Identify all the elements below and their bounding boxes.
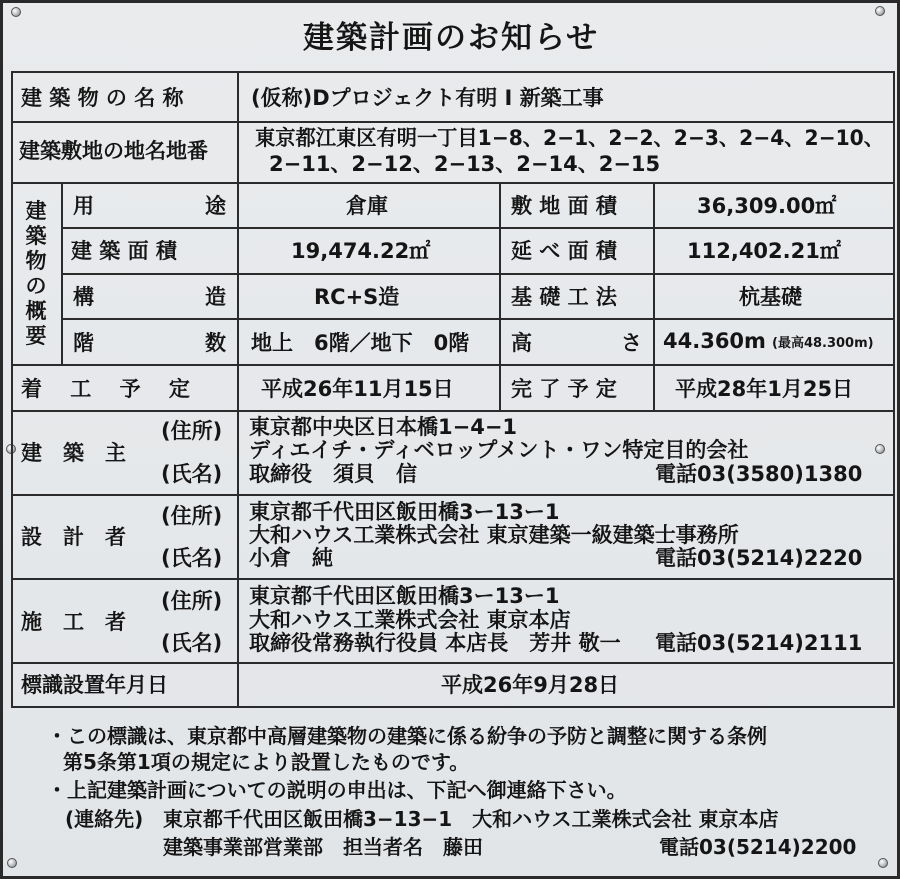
floor-area-value: 112,402.21㎡ xyxy=(687,239,841,263)
designer-address-tag: (住所) xyxy=(161,504,223,528)
height-max-note: (最高48.300m) xyxy=(772,336,874,351)
height-value: 44.360m xyxy=(663,329,766,353)
contact-phone: 電話03(5214)2200 xyxy=(659,835,857,859)
note-line-2: 第5条第1項の規定により設置したものです。 xyxy=(63,750,470,774)
owner-address: 東京都中央区日本橋1−4−1 xyxy=(249,415,518,439)
builder-address-tag: (住所) xyxy=(161,589,223,613)
posted-label: 標識設置年月日 xyxy=(21,673,168,697)
contact-line-2: 建築事業部営業部 担当者名 藤田 xyxy=(163,835,483,859)
sign-title: 建築計画のお知らせ xyxy=(303,20,600,56)
structure-value: RC+S造 xyxy=(314,285,400,309)
builder-name-tag: (氏名) xyxy=(161,631,223,655)
structure-label-a: 構 xyxy=(73,285,94,309)
floors-value: 地上 6階／地下 0階 xyxy=(251,331,470,355)
overview-group-label: 建築物の概要 xyxy=(25,199,47,348)
owner-name-tag: (氏名) xyxy=(161,462,223,486)
designer-company: 大和ハウス工業株式会社 東京建築一級建築士事務所 xyxy=(249,523,739,547)
designer-address: 東京都千代田区飯田橋3ー13ー1 xyxy=(249,500,560,524)
floors-label-a: 階 xyxy=(73,331,94,355)
site-value-line1: 東京都江東区有明一丁目1−8、2−1、2−2、2−3、2−4、2−10、 xyxy=(255,126,884,150)
designer-phone: 電話03(5214)2220 xyxy=(655,546,863,570)
designer-label: 設 計 者 xyxy=(21,525,126,549)
site-label: 建築敷地の地名地番 xyxy=(19,139,208,163)
screw-top-left xyxy=(11,7,21,17)
screw-bottom-right xyxy=(878,858,888,868)
building-area-value: 19,474.22㎡ xyxy=(291,239,431,263)
posted-value: 平成26年9月28日 xyxy=(441,673,620,697)
designer-name-tag: (氏名) xyxy=(161,546,223,570)
building-area-label: 建 築 面 積 xyxy=(71,239,177,263)
site-area-label: 敷 地 面 積 xyxy=(511,194,617,218)
note-line-1: ・この標識は、東京都中高層建築物の建築に係る紛争の予防と調整に関する条例 xyxy=(47,724,767,748)
contact-line-1: 東京都千代田区飯田橋3−13−1 大和ハウス工業株式会社 東京本店 xyxy=(163,807,779,831)
builder-phone: 電話03(5214)2111 xyxy=(655,631,863,655)
use-label-a: 用 xyxy=(73,194,94,218)
builder-label: 施 工 者 xyxy=(21,610,126,634)
height-label-a: 高 xyxy=(511,331,532,355)
screw-mid-right xyxy=(875,444,885,454)
use-label-b: 途 xyxy=(205,194,226,218)
height-label-b: さ xyxy=(621,331,642,355)
screw-bottom-left xyxy=(7,858,17,868)
owner-label: 建 築 主 xyxy=(21,441,126,465)
screw-top-right xyxy=(875,6,885,16)
structure-label-b: 造 xyxy=(205,285,226,309)
start-label: 着 工 予 定 xyxy=(21,377,190,401)
builder-company: 大和ハウス工業株式会社 東京本店 xyxy=(249,608,571,632)
building-name-label: 建 築 物 の 名 称 xyxy=(21,86,184,110)
finish-label: 完 了 予 定 xyxy=(511,377,617,401)
builder-address: 東京都千代田区飯田橋3ー13ー1 xyxy=(249,584,560,608)
foundation-label: 基 礎 工 法 xyxy=(511,285,617,309)
contact-tag: (連絡先) xyxy=(65,807,144,831)
use-value: 倉庫 xyxy=(346,194,388,218)
builder-person: 取締役常務執行役員 本店長 芳井 敬一 xyxy=(249,631,621,655)
finish-value: 平成28年1月25日 xyxy=(675,377,854,401)
floors-label-b: 数 xyxy=(205,331,226,355)
owner-company: ディエイチ・ディベロップメント・ワン特定目的会社 xyxy=(249,438,749,462)
owner-address-tag: (住所) xyxy=(161,419,223,443)
designer-person: 小倉 純 xyxy=(249,546,333,570)
note-line-3: ・上記建築計画についての説明の申出は、下記へ御連絡下さい。 xyxy=(47,778,627,802)
floor-area-label: 延 べ 面 積 xyxy=(511,239,617,263)
foundation-value: 杭基礎 xyxy=(739,285,802,309)
building-name-value: (仮称)Dプロジェクト有明 Ⅰ 新築工事 xyxy=(251,86,604,110)
owner-phone: 電話03(3580)1380 xyxy=(655,462,863,486)
owner-person: 取締役 須貝 信 xyxy=(249,462,417,486)
site-value-line2: 2−11、2−12、2−13、2−14、2−15 xyxy=(269,152,661,176)
site-area-value: 36,309.00㎡ xyxy=(697,194,837,218)
start-value: 平成26年11月15日 xyxy=(261,377,454,401)
